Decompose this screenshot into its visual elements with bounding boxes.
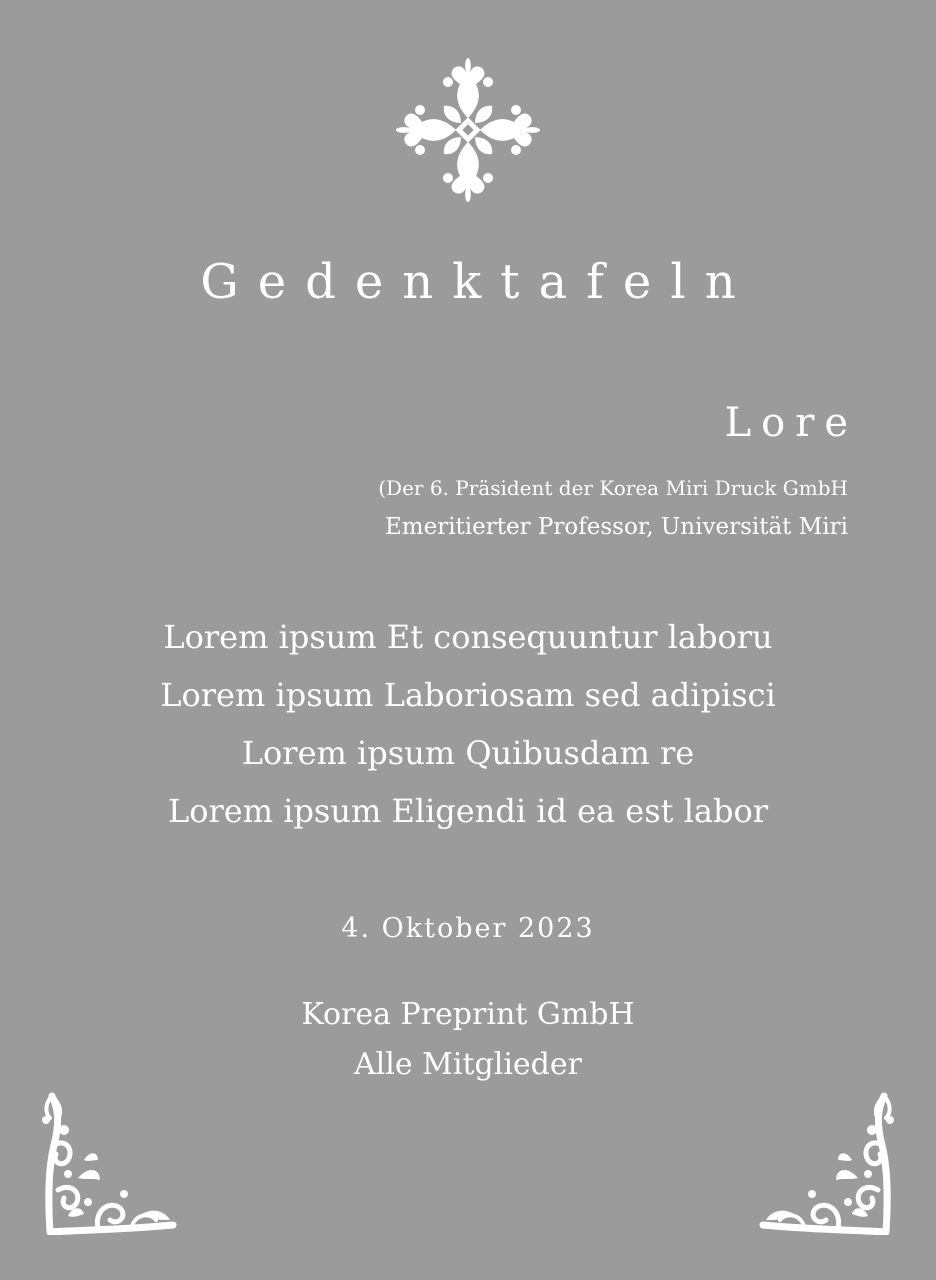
honoree-name: Lore bbox=[724, 400, 858, 446]
floral-cross-icon bbox=[396, 58, 540, 202]
honoree-block bbox=[378, 394, 858, 544]
dedication-line: Lorem ipsum Laboriosam sed adipisci bbox=[160, 676, 776, 714]
dedication-text bbox=[0, 608, 936, 840]
dedication-line: Lorem ipsum Quibusdam re bbox=[241, 734, 695, 772]
dedication-line: Lorem ipsum Eligendi id ea est labor bbox=[167, 792, 769, 830]
scroll-corner-icon bbox=[758, 1090, 898, 1235]
honoree-title: Emeritierter Professor, Universität Miri bbox=[385, 514, 848, 540]
plaque-date: 4. Oktober 2023 bbox=[341, 913, 595, 944]
signature-members: Alle Mitglieder bbox=[354, 1047, 582, 1082]
scroll-corner-icon bbox=[38, 1090, 178, 1235]
signature-organization: Korea Preprint GmbH bbox=[301, 997, 635, 1032]
signature-block bbox=[0, 990, 936, 1090]
plaque-title: Gedenktafeln bbox=[200, 254, 755, 310]
dedication-line: Lorem ipsum Et consequuntur laboru bbox=[163, 618, 773, 656]
honoree-role: (Der 6. Präsident der Korea Miri Druck GmbH bbox=[378, 476, 848, 500]
